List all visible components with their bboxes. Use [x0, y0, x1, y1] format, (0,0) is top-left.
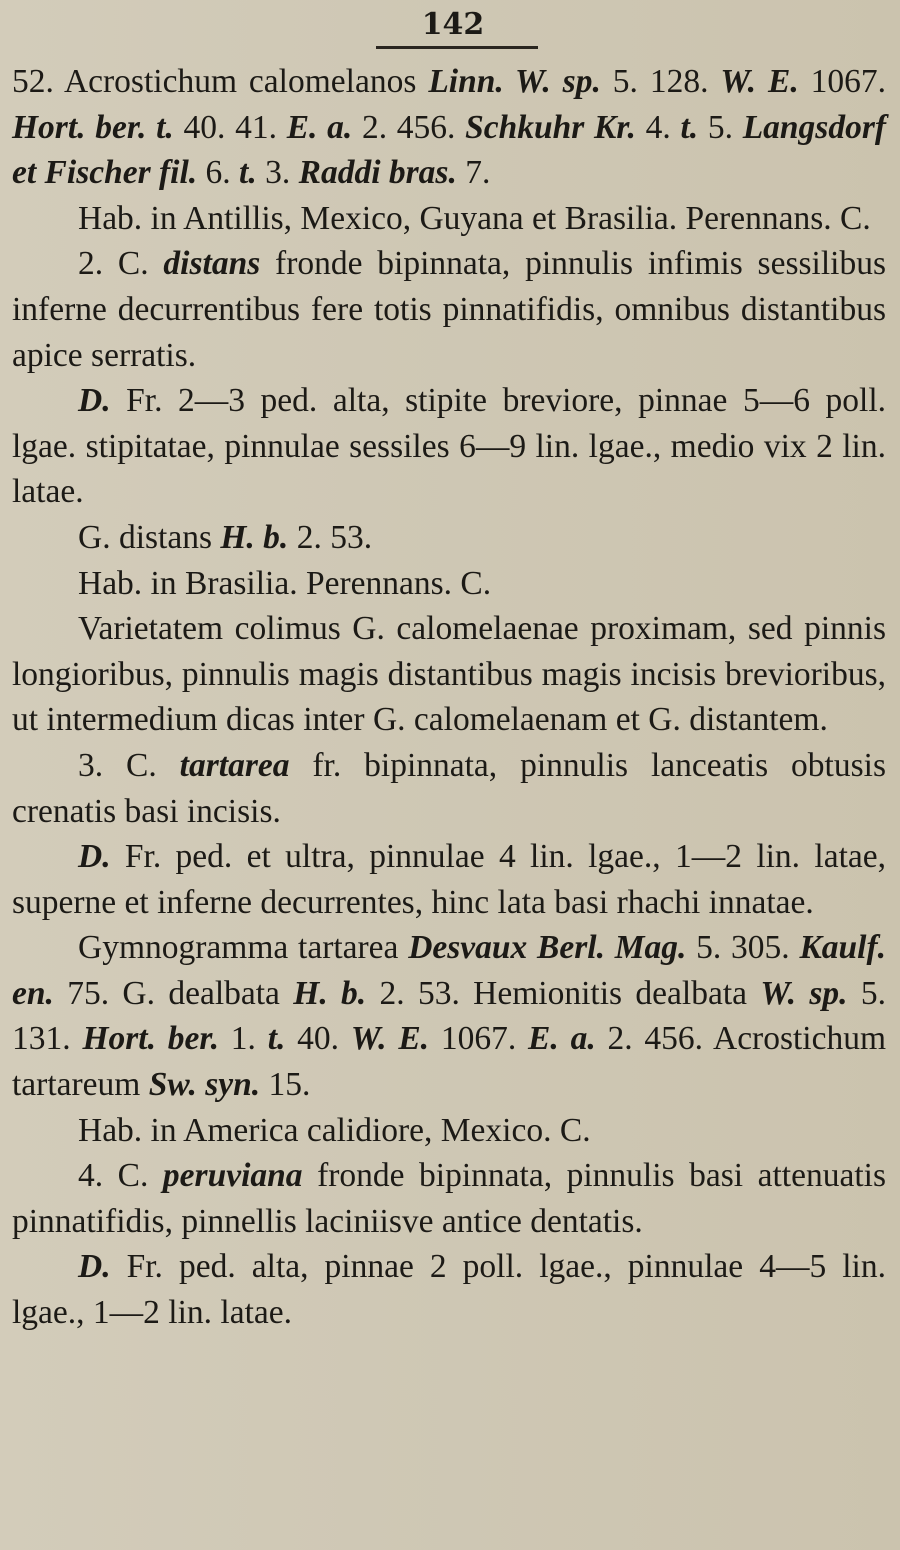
citation-text: E. a. [286, 108, 353, 146]
text-run: fronde bipinnata, pinnulis infimis sessilibus inferne decurrentibus fere totis pinnatifidis, omnibus distantibus apice serratis. [12, 245, 886, 374]
text-run: 15. [260, 1066, 311, 1104]
citation-text: peruviana [162, 1157, 303, 1195]
text-run: 4. C. [78, 1157, 163, 1195]
paragraph [12, 241, 886, 378]
text-run: 3. C. [78, 746, 180, 784]
paragraph [12, 515, 886, 561]
paragraph [12, 925, 886, 1107]
citation-text: distans [163, 245, 261, 283]
text-run: Fr. ped. et ultra, pinnulae 4 lin. lgae., 1—2 lin. latae, superne et inferne decurrentes, hinc lata basi rhachi innatae. [12, 838, 886, 921]
citation-text: H. b. [293, 974, 367, 1012]
citation-text: Langsdorf et Fischer fil. [12, 108, 887, 192]
text-run: 5. [698, 108, 743, 146]
citation-text: Hort. ber. t. [12, 108, 174, 146]
citation-text: D. [78, 838, 111, 876]
citation-text: D. [78, 1248, 111, 1286]
text-run: 5. 128. [600, 63, 721, 100]
paragraph [12, 1244, 886, 1335]
text-run: fr. bipinnata, pinnulis lanceatis obtusis crenatis basi incisis. [12, 746, 886, 830]
citation-text: Hort. ber. [82, 1020, 219, 1058]
citation-text: W. E. [720, 63, 799, 100]
citation-text: H. b. [220, 518, 289, 556]
text-run: 2. 53. Hemionitis dealbata [366, 974, 761, 1012]
paragraph [12, 606, 886, 743]
text-run: 1067. [429, 1020, 529, 1058]
citation-text: Kaulf. en. [12, 929, 887, 1012]
paragraph [12, 378, 886, 515]
text-run: Gymnogramma tartarea [78, 929, 409, 967]
text-run: 2. C. [78, 245, 164, 283]
text-run: 7. [456, 154, 491, 192]
paragraph [12, 59, 886, 196]
paragraph [12, 1153, 886, 1244]
text-run: 4. [635, 108, 681, 146]
text-run: Fr. ped. alta, pinnae 2 poll. lgae., pinnulae 4—5 lin. lgae., 1—2 lin. latae. [12, 1248, 886, 1332]
text-run: Hab. in Brasilia. Perennans. C. [78, 564, 492, 602]
page-number: 142 [421, 7, 485, 42]
body-text [12, 59, 886, 1336]
text-run: 40. 41. [173, 108, 287, 146]
text-run: 52. Acrostichum calomelanos [12, 63, 429, 100]
text-run: 2. 456. [352, 108, 466, 146]
citation-text: t. [680, 108, 699, 146]
text-run: Hab. in America calidiore, Mexico. C. [78, 1111, 591, 1149]
text-run: fronde bipinnata, pinnulis basi attenuatis pinnatifidis, pinnellis laciniisve antice dentatis. [12, 1157, 886, 1240]
paragraph [12, 834, 886, 925]
citation-text: E. a. [528, 1020, 596, 1058]
text-run: G. distans [78, 518, 221, 556]
citation-text: t. [239, 154, 257, 192]
citation-text: Desvaux Berl. Mag. [408, 929, 687, 967]
text-run: 2. 53. [288, 518, 373, 556]
citation-text: t. [267, 1020, 286, 1058]
text-run: 75. G. dealbata [53, 974, 294, 1012]
citation-text: Linn. W. sp. [428, 63, 601, 100]
text-run: Varietatem colimus G. calomelaenae proximam, sed pinnis longioribus, pinnulis magis distantibus magis incisis brevioribus, ut intermedium dicas inter G. calomelaenam et G. distantem. [12, 610, 886, 739]
text-run: 5. 131. [12, 974, 886, 1058]
citation-text: Raddi bras. [298, 154, 457, 192]
text-run: 1. [218, 1020, 268, 1058]
paragraph [12, 561, 886, 607]
text-run: 6. [197, 154, 240, 192]
citation-text: Schkuhr Kr. [465, 108, 636, 146]
text-run: 2. 456. Acrostichum tartareum [12, 1020, 887, 1104]
text-run: 1067. [798, 63, 887, 100]
text-run: 3. [256, 154, 299, 192]
header-rule [376, 46, 538, 49]
text-run: 5. 305. [686, 929, 800, 967]
citation-text: D. [78, 382, 111, 420]
text-run: 40. [285, 1020, 351, 1058]
citation-text: W. E. [350, 1020, 430, 1058]
paragraph [12, 196, 886, 242]
paragraph [12, 1108, 886, 1154]
text-run: Fr. 2—3 ped. alta, stipite breviore, pinnae 5—6 poll. lgae. stipitatae, pinnulae sessiles 6—9 lin. lgae., medio vix 2 lin. latae. [12, 382, 886, 511]
citation-text: W. sp. [760, 974, 848, 1012]
paragraph [12, 743, 886, 834]
citation-text: Sw. syn. [148, 1066, 261, 1104]
citation-text: tartarea [179, 746, 290, 784]
text-run: Hab. in Antillis, Mexico, Guyana et Brasilia. Perennans. C. [78, 199, 871, 237]
